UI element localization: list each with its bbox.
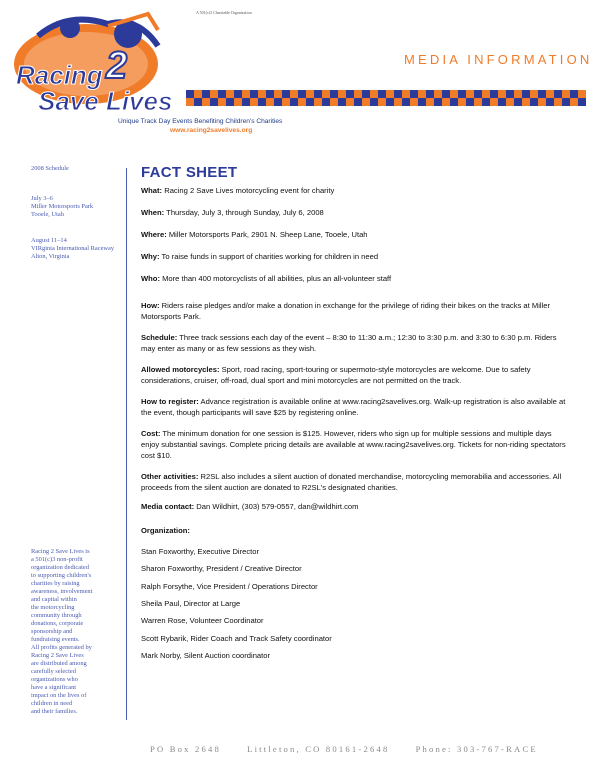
checker-square: [210, 98, 218, 106]
fact-label: Where:: [141, 230, 167, 239]
about-line: All profits generated by: [31, 644, 92, 651]
fact-label: Media contact:: [141, 502, 195, 511]
fact-text: Racing 2 Save Lives motorcycling event for charity: [162, 186, 335, 195]
checker-square: [266, 90, 274, 98]
checker-square: [506, 90, 514, 98]
about-line: carefully selected: [31, 668, 76, 675]
checker-square: [186, 90, 194, 98]
fact-item: [141, 229, 571, 240]
checker-square: [282, 90, 290, 98]
racing-2-save-lives-logo: [8, 6, 308, 136]
fact-item: [141, 471, 571, 493]
checker-square: [290, 98, 298, 106]
about-line: awareness, involvement: [31, 588, 93, 595]
checker-square: [418, 98, 426, 106]
media-information-title: MEDIA INFORMATION: [404, 52, 593, 67]
checker-square: [234, 90, 242, 98]
event-city: Alton, Virginia: [31, 253, 70, 260]
checker-square: [370, 98, 378, 106]
fact-label: Allowed motorcycles:: [141, 365, 220, 374]
fact-item: [141, 300, 571, 322]
checker-square: [458, 90, 466, 98]
about-line: to supporting children's: [31, 572, 92, 579]
fact-text: The minimum donation for one session is $125. However, riders who sign up for multiple sessions and multiple days enjoy substantial savings. Complete pricing details are available at www.racing2savelives.org. Tickets for non-riding spectators cost $10.: [141, 429, 566, 460]
organization-member: Scott Rybarik, Rider Coach and Track Safety coordinator: [141, 633, 332, 643]
fact-text: Sport, road racing, sport-touring or supermoto-style motorcycles are welcome. Due to safety considerations, cruiser, off-road, dual sport and mini motorcycles are not permitted on the track.: [141, 365, 531, 385]
schedule-event: [31, 195, 123, 219]
checker-square: [450, 98, 458, 106]
checker-square: [258, 98, 266, 106]
checker-square: [402, 98, 410, 106]
fact-label: Who:: [141, 274, 160, 283]
about-line: and their families.: [31, 708, 78, 715]
checker-square: [274, 98, 282, 106]
about-line: sponsorship and: [31, 628, 73, 635]
checker-square: [362, 90, 370, 98]
fact-text: Advance registration is available online at www.racing2savelives.org. Walk-up registration is also available at the event, though participants will save $25 by registering online.: [141, 397, 566, 417]
fact-text: Dan Wildhirt, (303) 579-0557, dan@wildhirt.com: [194, 502, 359, 511]
fact-label: Why:: [141, 252, 160, 261]
checker-square: [226, 98, 234, 106]
fact-label: Other activities:: [141, 472, 199, 481]
checker-square: [338, 98, 346, 106]
checker-square: [250, 90, 258, 98]
event-place: VIRginia International Raceway: [31, 245, 115, 252]
checker-square: [514, 98, 522, 106]
checker-square: [490, 90, 498, 98]
about-line: have a significant: [31, 684, 77, 691]
checker-square: [346, 90, 354, 98]
about-line: organizations who: [31, 676, 78, 683]
checker-square: [578, 98, 586, 106]
fact-label: How:: [141, 301, 160, 310]
fact-item: [141, 273, 571, 284]
svg-text:Save Lives: Save Lives: [38, 86, 173, 116]
checker-square: [394, 90, 402, 98]
about-line: Racing 2 Save Lives is: [31, 548, 90, 555]
logo-graphic: [8, 6, 308, 136]
checker-square: [466, 98, 474, 106]
fact-item: [141, 364, 571, 386]
fact-label: Schedule:: [141, 333, 178, 342]
event-city: Tooele, Utah: [31, 211, 64, 218]
svg-text:2: 2: [106, 45, 128, 87]
organization-member: Mark Norby, Silent Auction coordinator: [141, 650, 271, 660]
about-line: a 501(c)3 non-profit: [31, 556, 83, 563]
checker-square: [218, 90, 226, 98]
event-dates: August 11–14: [31, 237, 67, 244]
checker-square: [378, 90, 386, 98]
fact-sheet: [141, 164, 571, 660]
checker-square: [482, 98, 490, 106]
fact-label: When:: [141, 208, 165, 217]
fact-label: How to register:: [141, 397, 199, 406]
schedule-title: 2008 Schedule: [31, 165, 69, 172]
schedule-title-block: [31, 165, 123, 173]
checker-square: [306, 98, 314, 106]
checker-square: [386, 98, 394, 106]
about-line: are distributed among: [31, 660, 87, 667]
fact-text: Thursday, July 3, through Sunday, July 6, 2008: [164, 208, 324, 217]
checker-square: [322, 98, 330, 106]
fact-item: [141, 185, 571, 196]
about-line: organization dedicated: [31, 564, 89, 571]
checker-square: [554, 90, 562, 98]
footer-city: Littleton, CO 80161-2648: [247, 744, 390, 754]
checker-square: [314, 90, 322, 98]
fact-label: What:: [141, 186, 163, 195]
svg-text:Racing: Racing: [16, 60, 103, 90]
event-dates: July 3–6: [31, 195, 53, 202]
checker-square: [538, 90, 546, 98]
sidebar-divider: [126, 168, 127, 720]
checker-square: [562, 98, 570, 106]
about-organization: [31, 548, 123, 716]
checker-square: [410, 90, 418, 98]
checker-square: [474, 90, 482, 98]
website-link[interactable]: www.racing2savelives.org: [170, 127, 253, 134]
checker-square: [498, 98, 506, 106]
tagline: Unique Track Day Events Benefiting Children's Charities: [118, 118, 283, 125]
fact-sheet-title: FACT SHEET: [141, 164, 238, 181]
checker-square: [434, 98, 442, 106]
checker-square: [242, 98, 250, 106]
checker-square: [298, 90, 306, 98]
fact-item: [141, 428, 571, 461]
organization-member: Sheila Paul, Director at Large: [141, 598, 241, 608]
fact-item: [141, 396, 571, 418]
fact-text: To raise funds in support of charities working for children in need: [159, 252, 379, 261]
about-line: community through: [31, 612, 82, 619]
fact-item: [141, 332, 571, 354]
organization-heading: Organization:: [141, 526, 190, 535]
checker-square: [354, 98, 362, 106]
fact-text: Riders raise pledges and/or make a donation in exchange for the privilege of riding their bikes on the tracks at Miller Motorsports Park.: [141, 301, 551, 321]
checker-square: [570, 90, 578, 98]
footer-phone: Phone: 303-767-RACE: [415, 744, 538, 754]
checkered-flag-stripe: [186, 90, 586, 106]
checker-square: [546, 98, 554, 106]
checker-square: [194, 98, 202, 106]
fact-item: [141, 207, 571, 218]
checker-square: [330, 90, 338, 98]
footer-po-box: PO Box 2648: [150, 744, 221, 754]
fact-text: Miller Motorsports Park, 2901 N. Sheep Lane, Tooele, Utah: [166, 230, 368, 239]
fact-text: R2SL also includes a silent auction of donated merchandise, motorcycling memorabilia and accessories. All proceeds from the silent auction are donated to R2SL's designated charities.: [141, 472, 562, 492]
checker-square: [530, 98, 538, 106]
checker-square: [426, 90, 434, 98]
about-line: donations, corporate: [31, 620, 84, 627]
fact-text: Three track sessions each day of the event – 8:30 to 11:30 a.m.; 12:30 to 3:30 p.m. and 3:30 to 6:30 p.m. Riders may enter as many or as few sessions as they wish.: [141, 333, 557, 353]
about-line: and capital within: [31, 596, 77, 603]
checker-square: [522, 90, 530, 98]
organization-member: Ralph Forsythe, Vice President / Operations Director: [141, 581, 318, 591]
charitable-org-note: A 501(c)3 Charitable Organization: [196, 10, 252, 15]
about-line: Racing 2 Save Lives: [31, 652, 84, 659]
fact-item: [141, 501, 571, 512]
organization-member: Sharon Foxworthy, President / Creative Director: [141, 564, 302, 574]
checker-square: [442, 90, 450, 98]
footer-address: [150, 744, 590, 754]
about-line: charities by raising: [31, 580, 80, 587]
fact-item: [141, 251, 571, 262]
organization-member: Stan Foxworthy, Executive Director: [141, 547, 260, 556]
about-line: fundraising events.: [31, 636, 80, 643]
event-place: Miller Motorsports Park: [31, 203, 94, 210]
about-line: impact on the lives of: [31, 692, 87, 699]
organization-member: Warren Rose, Volunteer Coordinator: [141, 616, 264, 626]
checker-square: [202, 90, 210, 98]
about-line: children in need: [31, 700, 73, 707]
about-line: the motorcycling: [31, 604, 75, 611]
fact-text: More than 400 motorcyclists of all abilities, plus an all-volunteer staff: [159, 274, 392, 283]
fact-label: Cost:: [141, 429, 161, 438]
schedule-event: [31, 237, 123, 261]
